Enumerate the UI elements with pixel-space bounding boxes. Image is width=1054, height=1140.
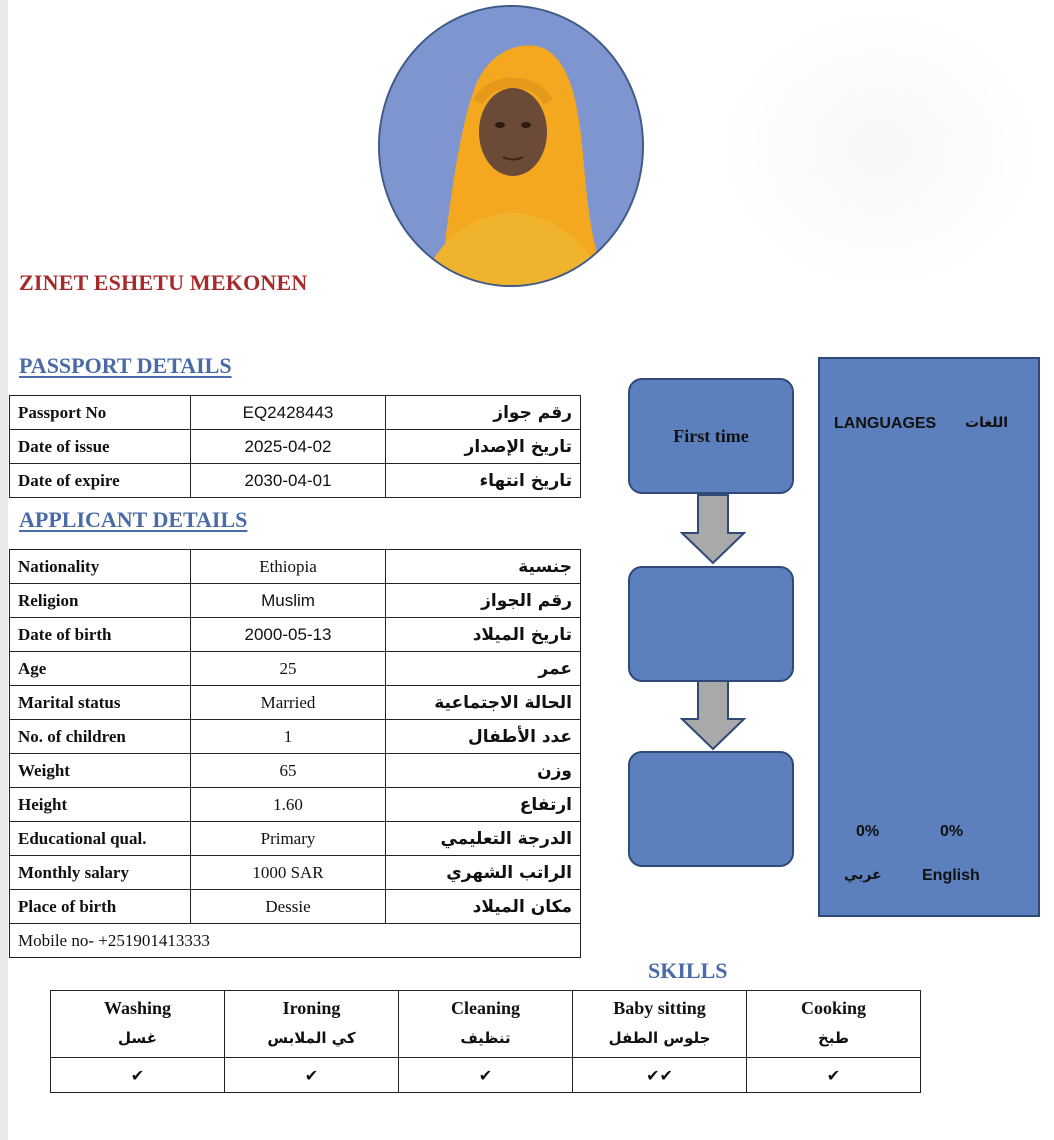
- table-row: [10, 686, 581, 720]
- applicant-photo: [378, 5, 644, 287]
- height-value: 1.60: [191, 788, 386, 822]
- experience-box-2: [628, 566, 794, 682]
- skill-washing-arabic: غسل: [51, 1019, 225, 1058]
- date-of-issue-arabic: تاريخ الإصدار: [386, 430, 581, 464]
- skill-cooking: Cooking: [747, 991, 921, 1020]
- table-row: [10, 890, 581, 924]
- arabic-percent: 0%: [856, 823, 880, 840]
- applicant-name: ZINET ESHETU MEKONEN: [19, 270, 308, 295]
- salary-value: 1000 SAR: [191, 856, 386, 890]
- checkmark-icon: ✔: [399, 1058, 573, 1093]
- religion-value: Muslim: [191, 584, 386, 618]
- place-of-birth-arabic: مكان الميلاد: [386, 890, 581, 924]
- table-row: [10, 822, 581, 856]
- table-row: [10, 754, 581, 788]
- passport-no-value: EQ2428443: [191, 396, 386, 430]
- weight-arabic: وزن: [386, 754, 581, 788]
- down-arrow-icon: [680, 679, 746, 751]
- skills-table: [50, 990, 921, 1093]
- age-value: 25: [191, 652, 386, 686]
- height-label: Height: [10, 788, 191, 822]
- education-value: Primary: [191, 822, 386, 856]
- english-language-label: English: [922, 867, 980, 884]
- religion-arabic: رقم الجواز: [386, 584, 581, 618]
- table-row: [51, 991, 921, 1020]
- skill-washing: Washing: [51, 991, 225, 1020]
- table-row: [10, 856, 581, 890]
- date-of-birth-value: 2000-05-13: [191, 618, 386, 652]
- experience-box-3: [628, 751, 794, 867]
- table-row: [51, 1058, 921, 1093]
- applicant-portrait-icon: [380, 7, 642, 285]
- skill-cleaning: Cleaning: [399, 991, 573, 1020]
- down-arrow-icon: [680, 493, 746, 565]
- table-row: [51, 1019, 921, 1058]
- skill-ironing-arabic: كي الملابس: [225, 1019, 399, 1058]
- experience-box-1: First time: [628, 378, 794, 494]
- background-smudge: [720, 10, 1040, 290]
- skill-ironing: Ironing: [225, 991, 399, 1020]
- table-row: [10, 464, 581, 498]
- age-label: Age: [10, 652, 191, 686]
- place-of-birth-label: Place of birth: [10, 890, 191, 924]
- table-row: [10, 618, 581, 652]
- date-of-birth-arabic: تاريخ الميلاد: [386, 618, 581, 652]
- checkmark-icon: ✔: [747, 1058, 921, 1093]
- children-arabic: عدد الأطفال: [386, 720, 581, 754]
- arabic-language-label: عربي: [844, 867, 882, 883]
- applicant-details-title: APPLICANT DETAILS: [19, 507, 248, 532]
- religion-label: Religion: [10, 584, 191, 618]
- mobile-number: Mobile no- +251901413333: [10, 924, 581, 958]
- page-edge: [0, 0, 8, 1140]
- checkmark-icon: ✔✔: [573, 1058, 747, 1093]
- date-of-issue-value: 2025-04-02: [191, 430, 386, 464]
- languages-title: LANGUAGES: [834, 415, 937, 432]
- checkmark-icon: ✔: [51, 1058, 225, 1093]
- marital-status-label: Marital status: [10, 686, 191, 720]
- passport-no-arabic: رقم جواز: [386, 396, 581, 430]
- age-arabic: عمر: [386, 652, 581, 686]
- checkmark-icon: ✔: [225, 1058, 399, 1093]
- table-row: [10, 788, 581, 822]
- english-percent: 0%: [940, 823, 964, 840]
- education-label: Educational qual.: [10, 822, 191, 856]
- table-row: [10, 550, 581, 584]
- table-row: [10, 652, 581, 686]
- table-row: [10, 720, 581, 754]
- table-row: [10, 924, 581, 958]
- date-of-expire-arabic: تاريخ انتهاء: [386, 464, 581, 498]
- date-of-issue-label: Date of issue: [10, 430, 191, 464]
- table-row: [10, 430, 581, 464]
- nationality-value: Ethiopia: [191, 550, 386, 584]
- weight-label: Weight: [10, 754, 191, 788]
- skill-baby-sitting-arabic: جلوس الطفل: [573, 1019, 747, 1058]
- date-of-expire-value: 2030-04-01: [191, 464, 386, 498]
- passport-details-title: PASSPORT DETAILS: [19, 353, 232, 378]
- skill-baby-sitting: Baby sitting: [573, 991, 747, 1020]
- languages-title-arabic: اللغات: [965, 415, 1008, 431]
- passport-table: [9, 395, 581, 498]
- marital-status-arabic: الحالة الاجتماعية: [386, 686, 581, 720]
- salary-arabic: الراتب الشهري: [386, 856, 581, 890]
- education-arabic: الدرجة التعليمي: [386, 822, 581, 856]
- languages-panel: [818, 357, 1040, 917]
- date-of-expire-label: Date of expire: [10, 464, 191, 498]
- children-value: 1: [191, 720, 386, 754]
- nationality-arabic: جنسية: [386, 550, 581, 584]
- date-of-birth-label: Date of birth: [10, 618, 191, 652]
- skill-cleaning-arabic: تنظيف: [399, 1019, 573, 1058]
- height-arabic: ارتفاع: [386, 788, 581, 822]
- skills-title: SKILLS: [648, 958, 728, 983]
- nationality-label: Nationality: [10, 550, 191, 584]
- place-of-birth-value: Dessie: [191, 890, 386, 924]
- applicant-details-table: [9, 549, 581, 958]
- marital-status-value: Married: [191, 686, 386, 720]
- passport-no-label: Passport No: [10, 396, 191, 430]
- weight-value: 65: [191, 754, 386, 788]
- salary-label: Monthly salary: [10, 856, 191, 890]
- table-row: [10, 584, 581, 618]
- skill-cooking-arabic: طبخ: [747, 1019, 921, 1058]
- table-row: [10, 396, 581, 430]
- children-label: No. of children: [10, 720, 191, 754]
